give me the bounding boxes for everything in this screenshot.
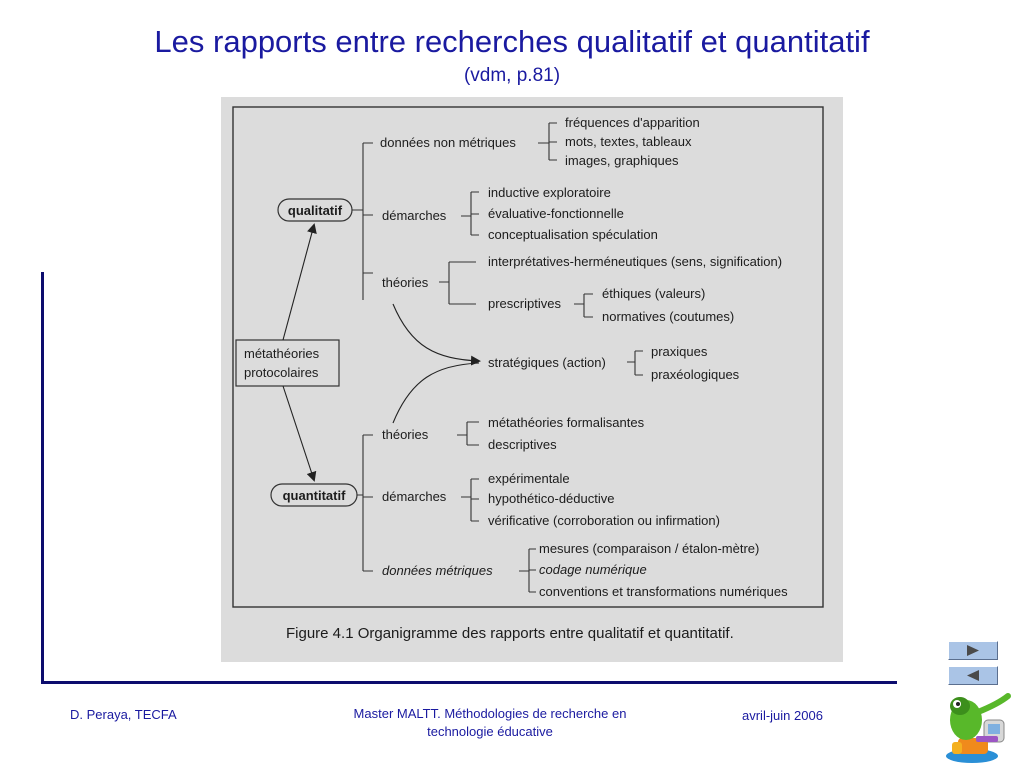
demarches-quant-item-2: hypothético-déductive	[488, 491, 615, 506]
demarches-quant-bracket	[461, 479, 479, 521]
bottom-rule	[41, 681, 897, 684]
figure-scan	[221, 97, 843, 662]
footer-course: Master MALTT. Méthodologies de recherche en technologie éducative	[353, 706, 627, 739]
theories-quant-bracket	[457, 422, 479, 445]
prescriptives-label: prescriptives	[488, 296, 561, 311]
dm-bracket	[519, 549, 536, 592]
qualitatif-bracket	[352, 143, 373, 300]
dm-item-2: codage numérique	[539, 562, 647, 577]
demarches-qual-item-3: conceptualisation spéculation	[488, 227, 658, 242]
demarches-qual-item-1: inductive exploratoire	[488, 185, 611, 200]
left-rule	[41, 272, 44, 684]
arrow-to-qualitatif	[283, 225, 314, 340]
theories-qual-bracket	[439, 262, 476, 304]
previous-slide-button[interactable]	[948, 666, 998, 685]
theories-quant-label: théories	[382, 427, 429, 442]
theories-qual-label: théories	[382, 275, 429, 290]
metatheories-label-1: métathéories	[244, 346, 320, 361]
dnm-item-2: mots, textes, tableaux	[565, 134, 692, 149]
arrow-theories-quant-to-strategiques	[393, 363, 479, 423]
arrow-theories-qual-to-strategiques	[393, 304, 479, 361]
strategiques-bracket	[627, 351, 643, 375]
prescriptives-bracket	[574, 294, 593, 317]
play-left-icon	[949, 667, 997, 684]
footer-author: D. Peraya, TECFA	[70, 707, 177, 722]
demarches-quant-label: démarches	[382, 489, 447, 504]
demarches-quant-item-1: expérimentale	[488, 471, 570, 486]
footer-date: avril-juin 2006	[742, 708, 823, 723]
strategiques-item-1: praxiques	[651, 344, 708, 359]
metatheories-label-2: protocolaires	[244, 365, 319, 380]
strategiques-item-2: praxéologiques	[651, 367, 740, 382]
slide-title: Les rapports entre recherches qualitatif et quantitatif	[154, 24, 870, 59]
quantitatif-label: quantitatif	[282, 488, 346, 503]
mascot-logo	[938, 690, 1018, 764]
interpretatives-label: interprétatives-herméneutiques (sens, signification)	[488, 254, 783, 269]
qualitatif-label: qualitatif	[287, 203, 343, 218]
donnees-non-metriques-label: données non métriques	[380, 135, 516, 150]
organigram-diagram	[221, 97, 843, 662]
dnm-item-1: fréquences d'apparition	[565, 115, 700, 130]
dm-item-1: mesures (comparaison / étalon-mètre)	[539, 541, 760, 556]
quantitatif-bracket	[357, 435, 373, 571]
prescriptives-item-1: éthiques (valeurs)	[602, 286, 706, 301]
demarches-qual-bracket	[461, 192, 479, 235]
dnm-bracket	[538, 123, 557, 160]
donnees-metriques-label: données métriques	[382, 563, 493, 578]
slide-subtitle: (vdm, p.81)	[463, 65, 561, 86]
dm-item-3: conventions et transformations numériques	[539, 584, 788, 599]
strategiques-label: stratégiques (action)	[488, 355, 606, 370]
theories-quant-item-2: descriptives	[488, 437, 557, 452]
demarches-qual-label: démarches	[382, 208, 447, 223]
next-slide-button[interactable]	[948, 641, 998, 660]
dnm-item-3: images, graphiques	[565, 153, 679, 168]
demarches-qual-item-2: évaluative-fonctionnelle	[488, 206, 624, 221]
figure-caption: Figure 4.1 Organigramme des rapports entre qualitatif et quantitatif.	[286, 625, 734, 642]
prescriptives-item-2: normatives (coutumes)	[602, 309, 735, 324]
demarches-quant-item-3: vérificative (corroboration ou infirmation)	[488, 513, 720, 528]
theories-quant-item-1: métathéories formalisantes	[488, 415, 645, 430]
play-right-icon	[949, 642, 997, 659]
arrow-to-quantitatif	[283, 386, 314, 480]
